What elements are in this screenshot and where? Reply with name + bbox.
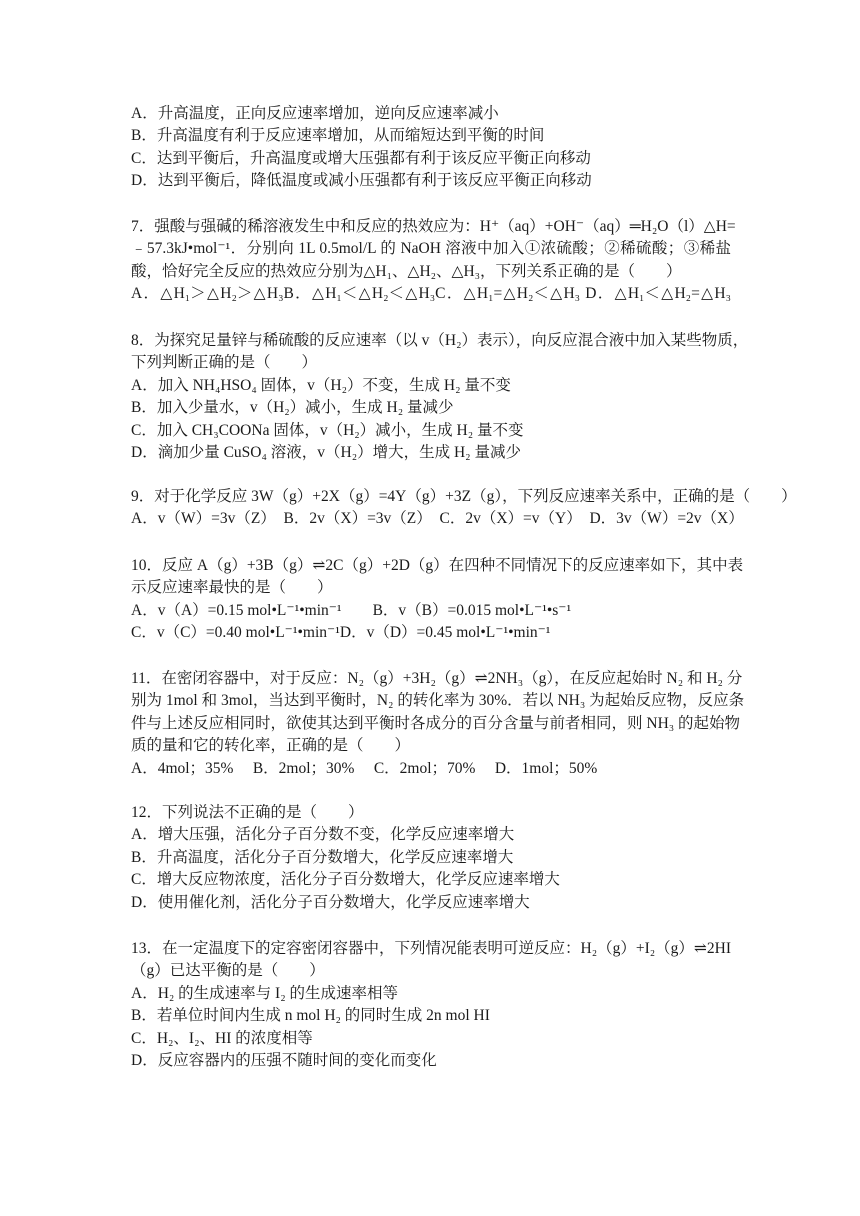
q11-options: A．4mol；35% B．2mol；30% C．2mol；70% D．1mol；50%	[131, 759, 598, 777]
q8-stem-line-2: 下列判断正确的是（ ）	[131, 354, 318, 372]
question-10	[131, 555, 744, 645]
q13-option-a: A．H₂ 的生成速率与 I₂ 的生成速率相等	[131, 984, 398, 1002]
q6-option-c: C．达到平衡后，升高温度或增大压强都有利于该反应平衡正向移动	[131, 149, 591, 167]
q7-options: A．△H₁＞△H₂＞△H₃B．△H₁＜△H₂＜△H₃C．△H₁=△H₂＜△H₃ D．△H₁＜△H₂=△H₃	[131, 285, 731, 303]
q10-stem-line-2: 示反应速率最快的是（ ）	[131, 579, 333, 597]
question-9	[131, 486, 797, 531]
q13-stem-line-2: （g）已达平衡的是（ ）	[131, 962, 325, 980]
q11-stem-line-4: 质的量和它的转化率，正确的是（ ）	[131, 737, 411, 755]
q7-stem-line-2: ﹣57.3kJ•mol⁻¹．分别向 1L 0.5mol/L 的 NaOH 溶液中加入①浓硫酸；②稀硫酸；③稀盐	[131, 240, 731, 258]
q11-stem-line-3: 件与上述反应相同时，欲使其达到平衡时各成分的百分含量与前者相同，则 NH₃ 的起始物	[131, 714, 741, 732]
q6-option-a: A．升高温度，正向反应速率增加，逆向反应速率减小	[131, 105, 499, 122]
q10-stem-line-1: 10．反应 A（g）+3B（g）⇌2C（g）+2D（g）在四种不同情况下的反应速率如下，其中表	[131, 557, 744, 574]
q8-option-c: C．加入 CH₃COONa 固体，v（H₂）减小，生成 H₂ 量不变	[131, 421, 524, 439]
q6-option-d: D．达到平衡后，降低温度或减小压强都有利于该反应平衡正向移动	[131, 172, 592, 190]
q11-stem-line-2: 别为 1mol 和 3mol，当达到平衡时，N₂ 的转化率为 30%．若以 NH₃ 为起始反应物，反应条	[131, 692, 745, 710]
q9-stem: 9．对于化学反应 3W（g）+2X（g）=4Y（g）+3Z（g），下列反应速率关系中，正确的是（ ）	[131, 488, 797, 505]
q7-stem-line-3: 酸，恰好完全反应的热效应分别为△H₁、△H₂、△H₃，下列关系正确的是（ ）	[131, 262, 682, 280]
q8-stem-line-1: 8．为探究足量锌与稀硫酸的反应速率（以 v（H₂）表示），向反应混合液中加入某些物质，	[131, 332, 749, 349]
q13-option-d: D．反应容器内的压强不随时间的变化而变化	[131, 1051, 437, 1069]
q11-stem-line-1: 11．在密闭容器中，对于反应：N₂（g）+3H₂（g）⇌2NH₃（g），在反应起始时 N₂ 和 H₂ 分	[131, 670, 743, 687]
q8-option-b: B．加入少量水，v（H₂）减小，生成 H₂ 量减少	[131, 399, 454, 417]
q6-option-b: B．升高温度有利于反应速率增加，从而缩短达到平衡的时间	[131, 127, 545, 145]
q9-options: A．v（W）=3v（Z） B．2v（X）=3v（Z） C．2v（X）=v（Y） D．3v（W）=2v（X）	[131, 510, 744, 528]
q12-stem: 12．下列说法不正确的是（ ）	[131, 804, 364, 821]
question-11	[131, 668, 745, 780]
q6-options	[131, 103, 731, 193]
q12-option-d: D．使用催化剂，活化分子百分数增大，化学反应速率增大	[131, 893, 530, 911]
q10-options-cd: C．v（C）=0.40 mol•L⁻¹•min⁻¹D．v（D）=0.45 mol•L⁻¹•min⁻¹	[131, 624, 551, 642]
q8-option-d: D．滴加少量 CuSO₄ 溶液，v（H₂）增大，生成 H₂ 量减少	[131, 443, 521, 461]
question-7	[131, 216, 736, 306]
q8-option-a: A．加入 NH₄HSO₄ 固体，v（H₂）不变，生成 H₂ 量不变	[131, 376, 511, 394]
question-12	[131, 802, 731, 914]
q10-options-ab: A．v（A）=0.15 mol•L⁻¹•min⁻¹ B．v（B）=0.015 mol•L⁻¹•s⁻¹	[131, 601, 572, 619]
q13-option-c: C．H₂、I₂、HI 的浓度相等	[131, 1029, 313, 1047]
q13-option-b: B．若单位时间内生成 n mol H₂ 的同时生成 2n mol HI	[131, 1007, 490, 1025]
q13-stem-line-1: 13．在一定温度下的定容密闭容器中，下列情况能表明可逆反应：H₂（g）+I₂（g）⇌2HI	[131, 940, 731, 957]
q12-option-b: B．升高温度，活化分子百分数增大，化学反应速率增大	[131, 848, 514, 866]
question-8	[131, 330, 749, 464]
q12-option-c: C．增大反应物浓度，活化分子百分数增大，化学反应速率增大	[131, 871, 560, 889]
q7-stem-line-1: 7．强酸与强碱的稀溶液发生中和反应的热效应为：H⁺（aq）+OH⁻（aq）═H₂O（l）△H=	[131, 218, 736, 235]
q12-option-a: A．增大压强，活化分子百分数不变，化学反应速率增大	[131, 826, 515, 844]
question-13	[131, 938, 731, 1072]
